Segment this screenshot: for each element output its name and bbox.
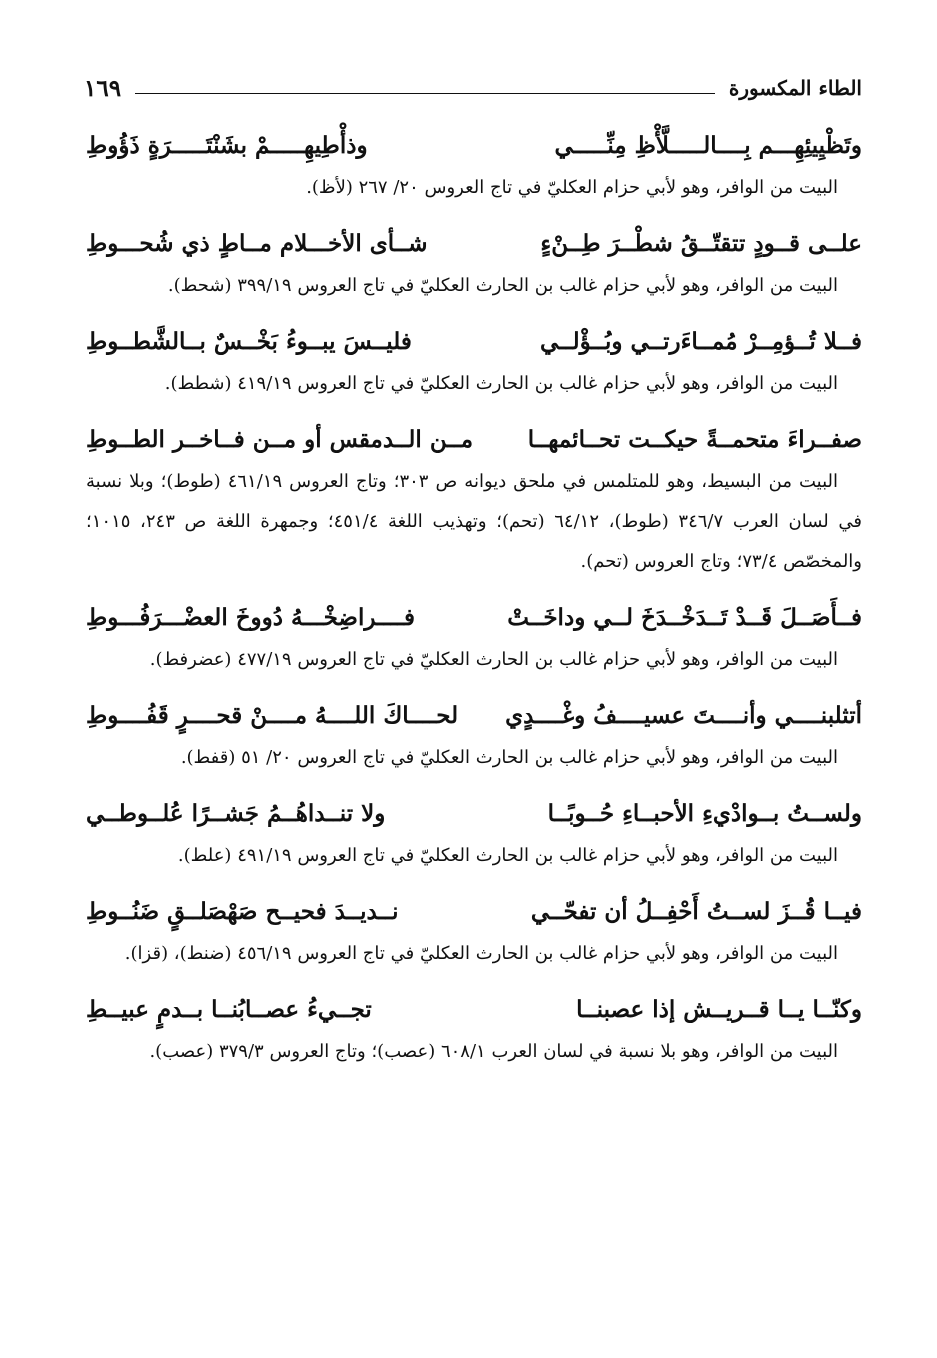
verse-first-hemistich: فــلا تُــؤمِــرْ مُمــاءَرتــي وبُــؤْلــي (539, 328, 862, 355)
verse-first-hemistich: أتثلبنــــي وأنــــتَ عسيــــفُ وغْــــدٍي (505, 702, 862, 729)
verse-footnote: البيت من الوافر، وهو لأبي حزام العكليّ في تاج العروس ٢٠/ ٢٦٧ (لأظ). (306, 177, 838, 198)
verse-second-hemistich: ولا تنــداهُــمُ جَشــرًا عُلــوطــي (86, 800, 386, 827)
verse-footnote: البيت من الوافر، وهو لأبي حزام غالب بن الحارث العكليّ في تاج العروس ٣٩٩/١٩ (شحط). (167, 275, 838, 296)
verse-line (86, 596, 862, 640)
verse-second-hemistich: مــن الــدمقس أو مــن فــاخــر الطــوطِ (86, 426, 474, 453)
verse-line (86, 988, 862, 1032)
verse-second-hemistich: نــديــدَ فحيــح صَهْصَلــقٍ ضَنُــوطِ (86, 898, 399, 925)
header-rule (135, 93, 715, 94)
verse-first-hemistich: وتَظْيِيئِهِـــم بِــــالـــــلَّأْظِ مِنِّـــــي (554, 132, 862, 159)
verse-footnote: البيت من الوافر، وهو لأبي حزام غالب بن الحارث العكليّ في تاج العروس ٢٠/ ٥١ (قفط). (180, 747, 838, 768)
verse-second-hemistich: فــــراضِخْـــهُ دُووخَ العضْـــرَفُـــوطِ (86, 604, 415, 631)
entry-8 (86, 890, 862, 974)
verse-first-hemistich: علــى قــودٍ تتقتّــقُ شطْــرَ طِــنْءٍ (540, 230, 862, 257)
chapter-title: الطاء المكسورة (728, 76, 862, 100)
verse-footnote: البيت من البسيط، وهو للمتلمس في ملحق ديوانه ص ٣٠٣؛ وتاج العروس ٤٦١/١٩ (طوط)؛ وبلا نسبة في لسان العرب ٣٤٦/٧ (طوط)، ٦٤/١٢ (تحم)؛ وتهذيب اللغة ٤٥١/٤؛ وجمهرة اللغة ص ٢٤٣، ١٠١٥؛ والمخصّص ٧٣/٤؛ وتاج العروس (تحم). (86, 471, 863, 572)
verse-first-hemistich: وكنّــا يــا قــريــش إذا عصبنــا (576, 996, 862, 1023)
verse-line (86, 792, 862, 836)
verse-line (86, 694, 862, 738)
entry-9 (86, 988, 862, 1072)
verse-first-hemistich: صفــراءَ متحمــةً حيكــت تحــائمهــا (527, 426, 862, 453)
verse-first-hemistich: فــأَصَــلَ قَــدْ تَــدَخْــدَخَ لــي وداخَــتْ (507, 604, 862, 631)
running-header (84, 70, 862, 106)
verse-footnote: البيت من الوافر، وهو لأبي حزام غالب بن الحارث العكليّ في تاج العروس ٤٩١/١٩ (علط). (177, 845, 838, 866)
verse-second-hemistich: شــأى الأخـــلام مــاطٍ ذي شُحـــوطِ (86, 230, 428, 257)
verse-footnote: البيت من الوافر، وهو لأبي حزام غالب بن الحارث العكليّ في تاج العروس ٤٥٦/١٩ (ضنط)، (قزا). (124, 943, 838, 964)
verse-second-hemistich: لحــــاكَ اللــــهُ مــــنْ قحــــرٍ قَفُــــوطِ (86, 702, 459, 729)
entry-7 (86, 792, 862, 876)
verse-line (86, 124, 862, 168)
verse-line (86, 890, 862, 934)
entry-6 (86, 694, 862, 778)
verse-footnote: البيت من الوافر، وهو بلا نسبة في لسان العرب ٦٠٨/١ (عصب)؛ وتاج العروس ٣٧٩/٣ (عصب). (149, 1041, 838, 1062)
verse-footnote: البيت من الوافر، وهو لأبي حزام غالب بن الحارث العكليّ في تاج العروس ٤٧٧/١٩ (عضرفط). (149, 649, 838, 670)
verse-line (86, 418, 862, 462)
verse-first-hemistich: فيــا قُــزَ لســتُ أَحْفِــلُ أن تفحّــي (530, 898, 862, 925)
page-body (86, 124, 862, 1086)
verse-second-hemistich: وذأْطِيهِـــــمْ بشَنْتَـــــرَةٍ ذَؤُوطِ (86, 132, 368, 159)
verse-footnote: البيت من الوافر، وهو لأبي حزام غالب بن الحارث العكليّ في تاج العروس ٤١٩/١٩ (شطط). (164, 373, 838, 394)
entry-5 (86, 596, 862, 680)
entry-1 (86, 124, 862, 208)
verse-line (86, 222, 862, 266)
entry-4 (86, 418, 862, 582)
entry-3 (86, 320, 862, 404)
verse-line (86, 320, 862, 364)
verse-first-hemistich: ولســتُ بــوادْيءِ الأحبــاءِ حُــوبًــا (547, 800, 862, 827)
verse-second-hemistich: تجــيءُ عصــابُنــا بــدمٍ عبيــطِ (86, 996, 372, 1023)
page-number: ١٦٩ (84, 74, 122, 102)
entry-2 (86, 222, 862, 306)
verse-second-hemistich: فليــسَ يبــوءُ بَخْــسٌ بــالشَّطــوطِ (86, 328, 412, 355)
